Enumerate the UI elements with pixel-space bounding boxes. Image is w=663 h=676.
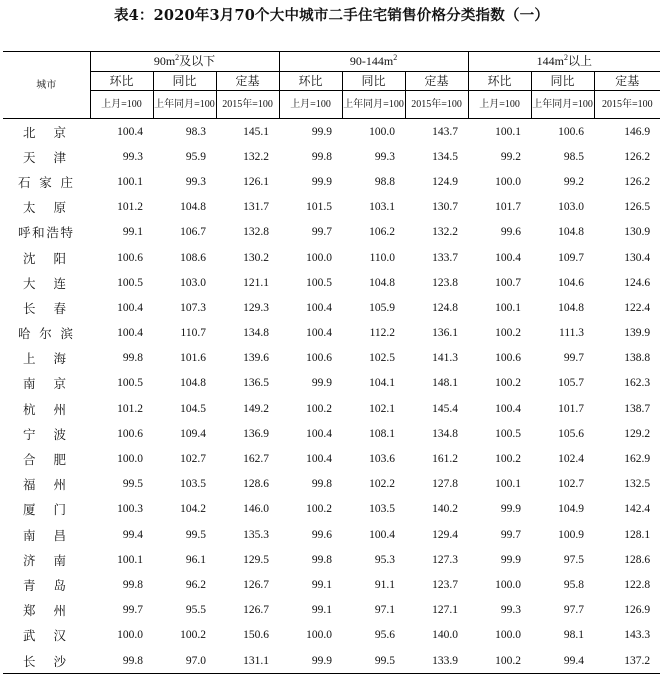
value-cell: 99.3 <box>500 604 522 617</box>
value-cell: 100.1 <box>495 478 522 491</box>
value-cell: 100.2 <box>495 453 522 466</box>
value-cell: 132.2 <box>243 150 270 163</box>
value-cell: 148.1 <box>432 377 459 390</box>
value-cell: 140.2 <box>432 503 459 516</box>
value-cell: 99.6 <box>500 226 522 239</box>
sub-header-cell: 环比 <box>90 72 153 91</box>
value-cell: 97.0 <box>153 648 216 674</box>
value-cell: 134.5 <box>432 150 459 163</box>
sub-header-cell: 定基 <box>594 72 660 91</box>
value-cell: 131.1 <box>216 648 279 674</box>
value-cell: 122.8 <box>624 578 651 591</box>
value-cell: 103.0 <box>180 276 206 289</box>
value-cell: 131.7 <box>243 201 270 214</box>
value-cell: 99.8 <box>122 578 143 591</box>
value-cell: 100.4 <box>306 427 333 440</box>
sub-header-row <box>3 72 660 91</box>
sub-header-cell: 同比 <box>531 72 594 91</box>
value-cell: 103.5 <box>180 478 206 491</box>
table-row <box>3 270 660 295</box>
table-row <box>3 522 660 547</box>
value-cell: 128.6 <box>243 478 270 491</box>
value-cell: 103.5 <box>369 503 396 516</box>
value-cell: 126.1 <box>243 175 270 188</box>
value-cell: 100.0 <box>306 251 333 264</box>
value-cell: 126.2 <box>624 150 651 163</box>
table-row <box>3 169 660 194</box>
group-header-small: $90m^2$及以下 <box>90 52 279 72</box>
value-cell: 136.9 <box>243 427 270 440</box>
value-cell: 150.6 <box>243 629 270 642</box>
city-cell: 沈阳 <box>23 250 66 266</box>
table-row <box>3 648 660 674</box>
value-cell: 100.4 <box>117 125 143 138</box>
value-cell: 132.8 <box>243 226 270 239</box>
value-cell: 104.6 <box>558 276 585 289</box>
value-cell: 100.6 <box>495 352 522 365</box>
value-cell: 98.3 <box>185 125 206 138</box>
value-cell: 127.8 <box>432 478 459 491</box>
value-cell: 139.9 <box>624 327 651 340</box>
value-cell: 136.1 <box>432 327 459 340</box>
value-cell: 129.3 <box>243 301 270 314</box>
value-cell: 100.2 <box>306 402 333 415</box>
value-cell: 99.6 <box>311 528 333 541</box>
city-cell: 石家庄 <box>18 174 73 190</box>
value-cell: 162.7 <box>243 453 270 466</box>
value-cell: 105.6 <box>558 427 585 440</box>
value-cell: 91.1 <box>374 578 396 591</box>
value-cell: 100.5 <box>306 276 333 289</box>
value-cell: 121.1 <box>243 276 270 289</box>
value-cell: 104.8 <box>558 226 585 239</box>
value-cell: 100.5 <box>117 276 143 289</box>
value-cell: 129.2 <box>624 427 651 440</box>
value-cell: 99.7 <box>563 352 585 365</box>
value-cell: 127.3 <box>432 553 459 566</box>
value-cell: 123.7 <box>432 578 459 591</box>
value-cell: 100.4 <box>495 251 522 264</box>
price-index-table <box>3 51 660 674</box>
value-cell: 103.6 <box>369 453 396 466</box>
value-cell: 100.4 <box>369 528 396 541</box>
value-cell: 128.6 <box>624 553 651 566</box>
value-cell: 99.5 <box>122 478 143 491</box>
city-cell: 太原 <box>23 200 66 216</box>
value-cell: 95.6 <box>374 629 396 642</box>
value-cell: 127.1 <box>432 604 459 617</box>
value-cell: 100.9 <box>558 528 585 541</box>
value-cell: 104.8 <box>180 201 206 214</box>
value-cell: 132.2 <box>432 226 459 239</box>
value-cell: 95.8 <box>563 578 585 591</box>
value-cell: 102.5 <box>369 352 396 365</box>
table-row <box>3 119 660 145</box>
table-row <box>3 295 660 320</box>
value-cell: 95.3 <box>374 553 396 566</box>
value-cell: 99.8 <box>311 553 333 566</box>
city-cell: 郑州 <box>23 603 66 619</box>
value-cell: 100.4 <box>306 301 333 314</box>
value-cell: 98.8 <box>374 175 396 188</box>
value-cell: 98.1 <box>563 629 585 642</box>
table-row <box>3 497 660 522</box>
value-cell: 108.6 <box>180 251 206 264</box>
value-cell: 97.5 <box>563 553 585 566</box>
value-cell: 139.6 <box>243 352 270 365</box>
base-header-row <box>3 91 660 119</box>
value-cell: 100.0 <box>495 629 522 642</box>
table-row <box>3 623 660 648</box>
value-cell: 109.4 <box>180 427 206 440</box>
value-cell: 130.4 <box>624 251 651 264</box>
value-cell: 103.1 <box>369 201 396 214</box>
sub-header-cell: 定基 <box>216 72 279 91</box>
value-cell: 99.1 <box>311 578 333 591</box>
value-cell: 142.4 <box>624 503 651 516</box>
base-header-cell: 上年同月=100 <box>342 91 405 119</box>
value-cell: 162.9 <box>624 453 651 466</box>
value-cell: 100.0 <box>117 453 143 466</box>
value-cell: 136.5 <box>243 377 270 390</box>
value-cell: 111.3 <box>559 327 585 340</box>
value-cell: 124.9 <box>432 175 459 188</box>
value-cell: 100.0 <box>495 578 522 591</box>
value-cell: 100.2 <box>468 648 531 674</box>
value-cell: 105.7 <box>558 377 585 390</box>
value-cell: 110.0 <box>369 251 396 264</box>
city-cell: 宁波 <box>23 426 66 442</box>
value-cell: 132.5 <box>624 478 651 491</box>
table-row <box>3 598 660 623</box>
value-cell: 99.3 <box>374 150 396 163</box>
value-cell: 100.2 <box>180 629 206 642</box>
value-cell: 99.4 <box>122 528 143 541</box>
value-cell: 102.1 <box>369 402 396 415</box>
city-cell: 杭州 <box>23 401 66 417</box>
value-cell: 129.5 <box>243 553 270 566</box>
value-cell: 100.1 <box>495 301 522 314</box>
value-cell: 100.4 <box>495 402 522 415</box>
value-cell: 99.9 <box>500 553 522 566</box>
value-cell: 126.2 <box>624 175 651 188</box>
value-cell: 99.9 <box>279 648 342 674</box>
city-cell: 大连 <box>23 275 66 291</box>
value-cell: 99.7 <box>311 226 333 239</box>
group-header-large: $144m^2$以上 <box>468 52 660 72</box>
value-cell: 99.3 <box>122 150 143 163</box>
value-cell: 124.8 <box>432 301 459 314</box>
value-cell: 101.5 <box>306 201 333 214</box>
value-cell: 128.1 <box>624 528 651 541</box>
value-cell: 108.1 <box>369 427 396 440</box>
value-cell: 99.9 <box>311 175 333 188</box>
value-cell: 99.5 <box>342 648 405 674</box>
value-cell: 135.3 <box>243 528 270 541</box>
city-cell: 上海 <box>23 351 66 367</box>
value-cell: 138.8 <box>624 352 651 365</box>
city-column-header: 城市 <box>3 52 90 119</box>
value-cell: 100.1 <box>495 125 522 138</box>
value-cell: 103.0 <box>558 201 585 214</box>
value-cell: 133.9 <box>405 648 468 674</box>
value-cell: 109.7 <box>558 251 585 264</box>
value-cell: 102.7 <box>180 453 206 466</box>
table-row <box>3 245 660 270</box>
table-header <box>3 52 660 119</box>
city-cell: 长春 <box>23 300 66 316</box>
value-cell: 100.5 <box>495 427 522 440</box>
city-cell: 天津 <box>23 149 66 165</box>
value-cell: 99.8 <box>311 478 333 491</box>
value-cell: 112.2 <box>369 327 396 340</box>
value-cell: 104.5 <box>180 402 206 415</box>
value-cell: 126.7 <box>243 604 270 617</box>
city-cell: 哈尔滨 <box>18 326 73 342</box>
value-cell: 96.2 <box>185 578 206 591</box>
value-cell: 140.0 <box>432 629 459 642</box>
value-cell: 130.7 <box>432 201 459 214</box>
value-cell: 107.3 <box>180 301 206 314</box>
value-cell: 104.8 <box>180 377 206 390</box>
city-cell: 厦门 <box>23 502 66 518</box>
value-cell: 100.2 <box>495 377 522 390</box>
table-row <box>3 346 660 371</box>
base-header-cell: 2015年=100 <box>216 91 279 119</box>
base-header-cell: 上月=100 <box>468 91 531 119</box>
value-cell: 99.9 <box>311 377 333 390</box>
value-cell: 149.2 <box>243 402 270 415</box>
value-cell: 100.6 <box>306 352 333 365</box>
city-cell: 南昌 <box>23 527 66 543</box>
value-cell: 130.2 <box>243 251 270 264</box>
sub-header-cell: 环比 <box>468 72 531 91</box>
value-cell: 104.8 <box>558 301 585 314</box>
value-cell: 143.7 <box>432 125 459 138</box>
value-cell: 100.1 <box>117 553 143 566</box>
value-cell: 146.9 <box>624 125 651 138</box>
value-cell: 97.1 <box>374 604 396 617</box>
value-cell: 102.2 <box>369 478 396 491</box>
value-cell: 100.4 <box>117 327 143 340</box>
value-cell: 100.6 <box>117 427 143 440</box>
value-cell: 101.2 <box>117 201 143 214</box>
city-cell: 呼和浩特 <box>18 225 73 241</box>
value-cell: 100.0 <box>117 629 143 642</box>
value-cell: 100.3 <box>117 503 143 516</box>
sub-header-cell: 同比 <box>153 72 216 91</box>
table-row <box>3 195 660 220</box>
value-cell: 129.4 <box>432 528 459 541</box>
value-cell: 126.7 <box>243 578 270 591</box>
value-cell: 99.3 <box>185 175 206 188</box>
value-cell: 98.5 <box>563 150 585 163</box>
sub-header-cell: 同比 <box>342 72 405 91</box>
value-cell: 161.2 <box>432 453 459 466</box>
value-cell: 134.8 <box>432 427 459 440</box>
value-cell: 99.1 <box>311 604 333 617</box>
value-cell: 122.4 <box>624 301 651 314</box>
table-row <box>3 572 660 597</box>
value-cell: 133.7 <box>432 251 459 264</box>
value-cell: 146.0 <box>243 503 270 516</box>
value-cell: 99.7 <box>500 528 522 541</box>
value-cell: 100.6 <box>558 125 585 138</box>
sub-header-cell: 环比 <box>279 72 342 91</box>
value-cell: 100.1 <box>117 175 143 188</box>
value-cell: 100.4 <box>306 453 333 466</box>
value-cell: 99.2 <box>563 175 585 188</box>
value-cell: 124.6 <box>624 276 651 289</box>
value-cell: 100.7 <box>495 276 522 289</box>
value-cell: 100.0 <box>495 175 522 188</box>
value-cell: 162.3 <box>624 377 651 390</box>
base-header-cell: 上月=100 <box>279 91 342 119</box>
city-cell: 青岛 <box>23 577 66 593</box>
base-header-cell: 上年同月=100 <box>153 91 216 119</box>
value-cell: 95.9 <box>185 150 206 163</box>
table-row <box>3 446 660 471</box>
value-cell: 100.4 <box>306 327 333 340</box>
base-header-cell: 2015年=100 <box>594 91 660 119</box>
value-cell: 100.2 <box>306 503 333 516</box>
value-cell: 99.8 <box>90 648 153 674</box>
value-cell: 126.5 <box>624 201 651 214</box>
value-cell: 105.9 <box>369 301 396 314</box>
value-cell: 104.2 <box>180 503 206 516</box>
value-cell: 102.7 <box>558 478 585 491</box>
value-cell: 100.4 <box>117 301 143 314</box>
table-row <box>3 321 660 346</box>
value-cell: 106.7 <box>180 226 206 239</box>
value-cell: 99.7 <box>122 604 143 617</box>
base-header-cell: 上月=100 <box>90 91 153 119</box>
value-cell: 143.3 <box>624 629 651 642</box>
base-header-cell: 上年同月=100 <box>531 91 594 119</box>
value-cell: 102.4 <box>558 453 585 466</box>
value-cell: 137.2 <box>594 648 660 674</box>
value-cell: 99.9 <box>311 125 333 138</box>
value-cell: 100.0 <box>369 125 396 138</box>
value-cell: 96.1 <box>185 553 206 566</box>
value-cell: 145.1 <box>243 125 270 138</box>
table-row <box>3 472 660 497</box>
value-cell: 110.7 <box>180 327 206 340</box>
value-cell: 99.4 <box>531 648 594 674</box>
value-cell: 130.9 <box>624 226 651 239</box>
value-cell: 104.9 <box>558 503 585 516</box>
value-cell: 100.2 <box>495 327 522 340</box>
value-cell: 101.7 <box>495 201 522 214</box>
city-cell: 武汉 <box>23 628 66 644</box>
value-cell: 104.1 <box>369 377 396 390</box>
value-cell: 97.7 <box>563 604 585 617</box>
table-row <box>3 547 660 572</box>
city-cell: 南京 <box>23 376 66 392</box>
group-header-medium: $90-144m^2$ <box>279 52 468 72</box>
table-row <box>3 220 660 245</box>
value-cell: 145.4 <box>432 402 459 415</box>
value-cell: 99.9 <box>500 503 522 516</box>
value-cell: 101.6 <box>180 352 206 365</box>
value-cell: 99.2 <box>500 150 522 163</box>
value-cell: 100.5 <box>117 377 143 390</box>
city-cell: 长沙 <box>3 648 90 674</box>
city-cell: 北京 <box>23 124 66 140</box>
table-row <box>3 371 660 396</box>
value-cell: 104.8 <box>369 276 396 289</box>
value-cell: 99.5 <box>185 528 206 541</box>
value-cell: 138.7 <box>624 402 651 415</box>
city-cell: 合肥 <box>23 452 66 468</box>
table-row <box>3 144 660 169</box>
value-cell: 100.6 <box>117 251 143 264</box>
table-title: 表4：2020年3月70个大中城市二手住宅销售价格分类指数（一） <box>113 7 550 24</box>
value-cell: 123.8 <box>432 276 459 289</box>
value-cell: 99.8 <box>122 352 143 365</box>
value-cell: 141.3 <box>432 352 459 365</box>
table-row <box>3 421 660 446</box>
table-row <box>3 396 660 421</box>
table-body <box>3 119 660 674</box>
value-cell: 99.1 <box>122 226 143 239</box>
value-cell: 126.9 <box>624 604 651 617</box>
value-cell: 100.0 <box>306 629 333 642</box>
value-cell: 99.8 <box>311 150 333 163</box>
value-cell: 106.2 <box>369 226 396 239</box>
city-cell: 福州 <box>23 477 66 493</box>
value-cell: 134.8 <box>243 327 270 340</box>
value-cell: 101.2 <box>117 402 143 415</box>
sub-header-cell: 定基 <box>405 72 468 91</box>
value-cell: 95.5 <box>185 604 206 617</box>
value-cell: 101.7 <box>558 402 585 415</box>
city-cell: 济南 <box>23 552 66 568</box>
base-header-cell: 2015年=100 <box>405 91 468 119</box>
